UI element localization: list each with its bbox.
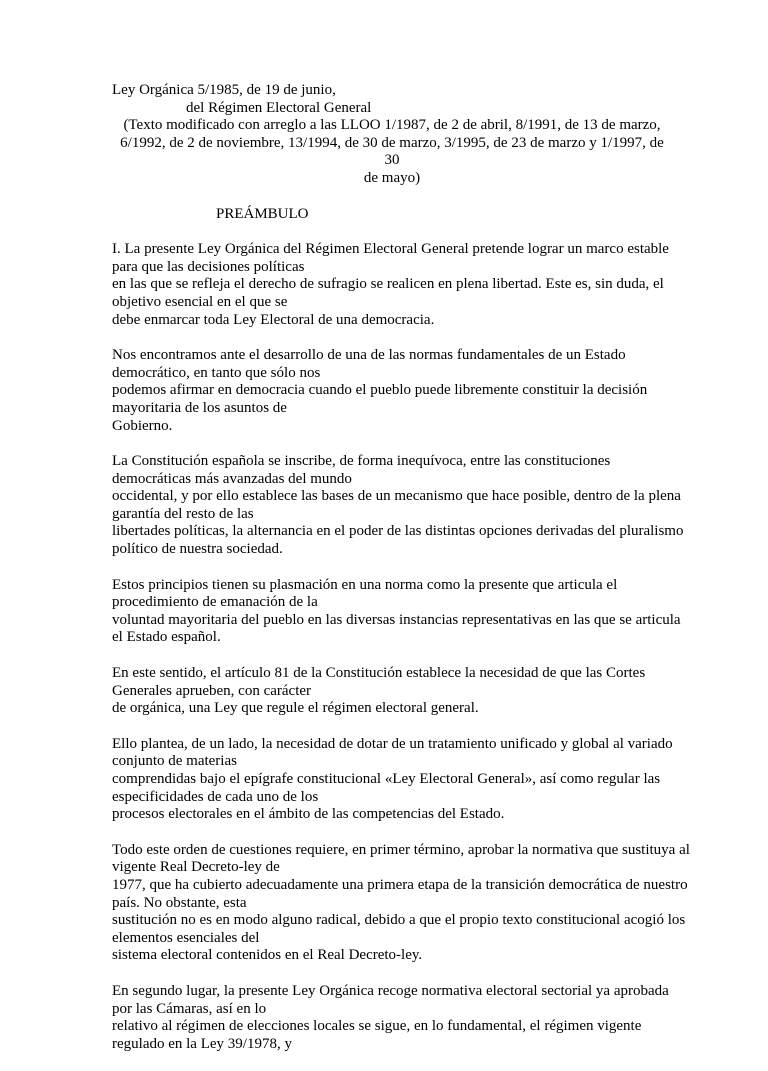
paragraph-line: de orgánica, una Ley que regule el régimen electoral general. — [112, 700, 479, 717]
paragraph-line: elementos esenciales del — [112, 929, 260, 946]
paragraph-line: procesos electorales en el ámbito de las competencias del Estado. — [112, 806, 505, 823]
paragraph — [112, 983, 672, 1053]
paragraph-line: garantía del resto de las — [112, 505, 254, 522]
paragraph — [112, 241, 672, 329]
paragraph-line: en las que se refleja el derecho de sufragio se realicen en plena libertad. Este es, sin duda, el — [112, 276, 664, 293]
paragraph-line: sistema electoral contenidos en el Real Decreto-ley. — [112, 947, 423, 964]
paragraph-line: para que las decisiones políticas — [112, 258, 305, 275]
paragraph — [112, 576, 681, 647]
paragraph-line: En segundo lugar, la presente Ley Orgánica recoge normativa electoral sectorial ya aprobada — [112, 982, 669, 999]
paragraph-line: libertades políticas, la alternancia en el poder de las distintas opciones derivadas del pluralismo — [112, 523, 684, 540]
paragraph-line: debe enmarcar toda Ley Electoral de una democracia. — [112, 311, 435, 328]
paragraph-line: I. La presente Ley Orgánica del Régimen Electoral General pretende lograr un marco estable — [112, 241, 669, 258]
paragraph-line: Todo este orden de cuestiones requiere, en primer término, aprobar la normativa que sustituya al — [112, 841, 690, 858]
paragraph-line: procedimiento de emanación de la — [112, 594, 318, 611]
paragraph-line: Estos principios tienen su plasmación en una norma como la presente que articula el — [112, 576, 618, 593]
preamble-heading: PREÁMBULO — [216, 205, 309, 222]
law-subtitle: del Régimen Electoral General — [186, 99, 372, 116]
paragraph-line: conjunto de materias — [112, 753, 237, 770]
paragraph-line: país. No obstante, esta — [112, 894, 247, 911]
paragraph-line: voluntad mayoritaria del pueblo en las diversas instancias representativas en las que se articula — [112, 611, 681, 628]
paragraph-line: En este sentido, el artículo 81 de la Constitución establece la necesidad de que las Cortes — [112, 665, 646, 682]
paragraph-line: especificidades de cada uno de los — [112, 788, 319, 805]
paragraph-line: Generales aprueben, con carácter — [112, 682, 312, 699]
document-header — [112, 82, 672, 188]
paragraph-line: podemos afirmar en democracia cuando el pueblo puede libremente constituir la decisión — [112, 382, 648, 399]
paragraph-line: Gobierno. — [112, 417, 173, 434]
paragraph — [112, 665, 672, 718]
paragraph — [112, 453, 684, 559]
preamble-paragraphs — [112, 241, 690, 1053]
paragraph-line: político de nuestra sociedad. — [112, 541, 283, 558]
paragraph — [112, 736, 672, 824]
document-body — [112, 82, 690, 1071]
paragraph-line: Ello plantea, de un lado, la necesidad de dotar de un tratamiento unificado y global al variado — [112, 735, 673, 752]
law-title: Ley Orgánica 5/1985, de 19 de junio, — [112, 82, 336, 98]
paragraph-line: comprendidas bajo el epígrafe constitucional «Ley Electoral General», así como regular las — [112, 771, 661, 787]
paragraph-line: el Estado español. — [112, 629, 221, 646]
paragraph-line: democrático, en tanto que sólo nos — [112, 364, 321, 381]
paragraph-line: occidental, y por ello establece las bases de un mecanismo que hace posible, dentro de la plena — [112, 488, 681, 505]
paragraph-line: objetivo esencial en el que se — [112, 293, 288, 310]
paragraph-line: por las Cámaras, así en lo — [112, 1000, 267, 1017]
paragraph-line: mayoritaria de los asuntos de — [112, 399, 287, 416]
modification-note-line-3: de mayo) — [363, 169, 421, 186]
paragraph-line: vigente Real Decreto-ley de — [112, 859, 280, 876]
paragraph — [112, 347, 672, 435]
paragraph-line: democráticas más avanzadas del mundo — [112, 470, 352, 487]
modification-note-line-2: 6/1992, de 2 de noviembre, 13/1994, de 30 de marzo, 3/1995, de 23 de marzo y 1/1997, de 30 — [120, 134, 664, 169]
paragraph-line: 1977, que ha cubierto adecuadamente una primera etapa de la transición democrática de nuestro — [112, 876, 688, 893]
paragraph-line: Nos encontramos ante el desarrollo de una de las normas fundamentales de un Estado — [112, 347, 626, 364]
modification-note-line-1: (Texto modificado con arreglo a las LLOO 1/1987, de 2 de abril, 8/1991, de 13 de marzo, — [123, 117, 661, 134]
paragraph — [112, 841, 690, 965]
paragraph-line: La Constitución española se inscribe, de forma inequívoca, entre las constituciones — [112, 453, 611, 470]
paragraph-line: relativo al régimen de elecciones locales se sigue, en lo fundamental, el régimen vigente — [112, 1018, 642, 1035]
paragraph-line: regulado en la Ley 39/1978, y — [112, 1035, 292, 1052]
paragraph-line: sustitución no es en modo alguno radical, debido a que el propio texto constitucional acogió los — [112, 912, 686, 929]
